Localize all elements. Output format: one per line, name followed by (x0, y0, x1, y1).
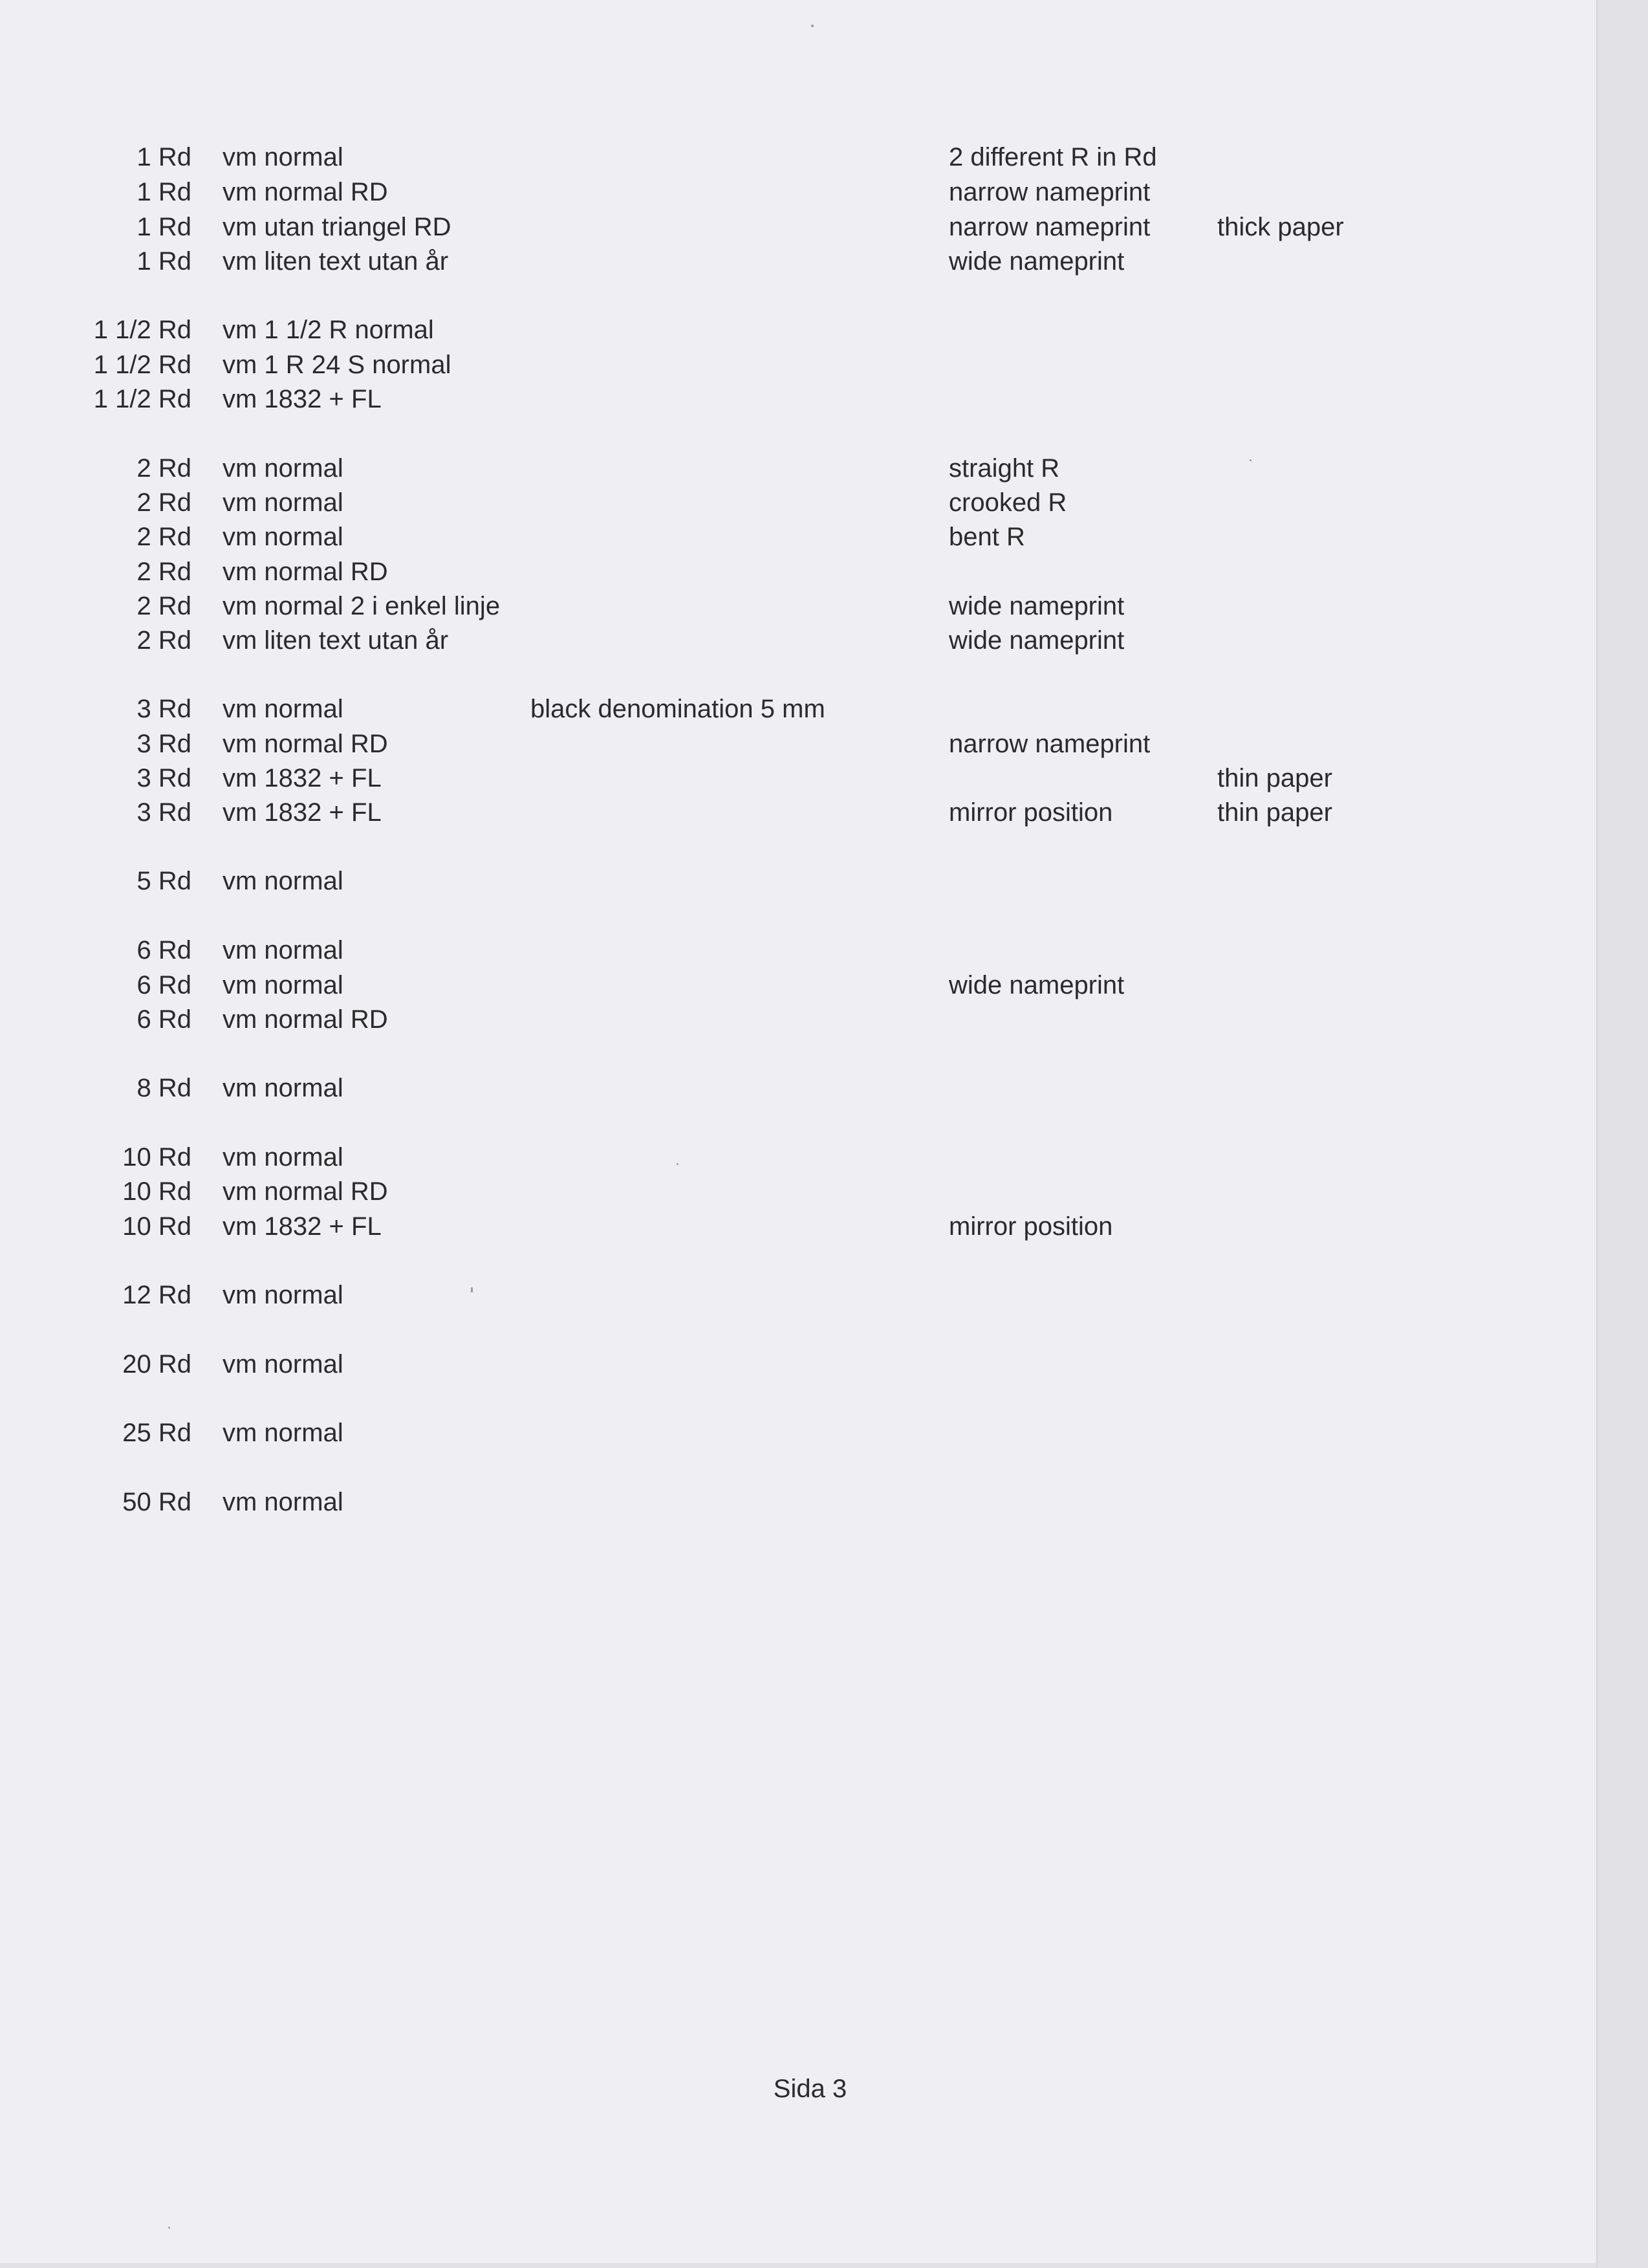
watermark: vm 1832 + FL (222, 1212, 382, 1241)
variety-note: wide nameprint (949, 626, 1125, 655)
table-row (0, 382, 1596, 417)
denomination: 2 Rd (136, 454, 191, 483)
watermark: vm normal (222, 1350, 343, 1379)
watermark: vm 1832 + FL (222, 764, 382, 792)
table-row (0, 1485, 1596, 1520)
denomination: 8 Rd (136, 1074, 191, 1102)
table-row (0, 1278, 1596, 1313)
variety-note: wide nameprint (949, 592, 1125, 620)
denomination: 12 Rd (122, 1281, 191, 1309)
table-row (0, 1347, 1596, 1382)
watermark: vm normal (222, 488, 343, 517)
paper-note: thin paper (1217, 764, 1332, 792)
watermark: vm 1 1/2 R normal (222, 316, 434, 344)
scanner-edge (1596, 0, 1648, 2268)
watermark: vm normal (222, 1488, 343, 1516)
watermark: vm normal (222, 523, 343, 551)
paper-note: thin paper (1217, 798, 1332, 827)
table-row (0, 795, 1596, 830)
table-row (0, 210, 1596, 245)
table-row (0, 451, 1596, 486)
denomination: 3 Rd (136, 695, 191, 723)
table-row (0, 1071, 1596, 1106)
table-row (0, 1209, 1596, 1244)
variety-note: wide nameprint (949, 247, 1125, 276)
denomination: 6 Rd (136, 936, 191, 965)
table-row (0, 175, 1596, 210)
table-row (0, 864, 1596, 899)
denomination: 10 Rd (122, 1143, 191, 1172)
denomination: 1 Rd (136, 213, 191, 241)
table-row (0, 692, 1596, 726)
variety-note: narrow nameprint (949, 178, 1151, 206)
watermark: vm normal (222, 1143, 343, 1172)
watermark: vm normal (222, 1281, 343, 1309)
variety-note: narrow nameprint (949, 730, 1151, 758)
table-row (0, 312, 1596, 347)
page-number: Sida 3 (773, 2075, 847, 2103)
dust-speck (168, 2227, 170, 2229)
detail: black denomination 5 mm (530, 695, 825, 723)
variety-note: wide nameprint (949, 971, 1125, 999)
table-row (0, 485, 1596, 520)
table-row (0, 244, 1596, 279)
denomination: 25 Rd (122, 1419, 191, 1447)
table-row (0, 761, 1596, 796)
variety-note: 2 different R in Rd (949, 143, 1157, 171)
denomination: 2 Rd (136, 523, 191, 551)
denomination: 1 1/2 Rd (93, 351, 191, 379)
watermark: vm normal RD (222, 1177, 388, 1206)
watermark: vm utan triangel RD (222, 213, 451, 241)
denomination: 10 Rd (122, 1177, 191, 1206)
denomination: 5 Rd (136, 867, 191, 895)
variety-note: mirror position (949, 798, 1113, 827)
variety-note: bent R (949, 523, 1025, 551)
dust-speck (811, 25, 814, 27)
watermark: vm 1832 + FL (222, 798, 382, 827)
denomination: 6 Rd (136, 1005, 191, 1034)
table-row (0, 1174, 1596, 1209)
denomination: 1 1/2 Rd (93, 316, 191, 344)
variety-note: mirror position (949, 1212, 1113, 1241)
watermark: vm normal (222, 454, 343, 483)
variety-note: crooked R (949, 488, 1067, 517)
denomination: 10 Rd (122, 1212, 191, 1241)
table-row (0, 1415, 1596, 1450)
table-row (0, 519, 1596, 554)
denomination: 2 Rd (136, 592, 191, 620)
variety-note: straight R (949, 454, 1060, 483)
table-row (0, 1140, 1596, 1175)
denomination: 20 Rd (122, 1350, 191, 1379)
watermark: vm normal RD (222, 1005, 388, 1034)
table-row (0, 589, 1596, 624)
watermark: vm 1832 + FL (222, 385, 382, 413)
watermark: vm liten text utan år (222, 247, 449, 276)
watermark: vm normal (222, 1419, 343, 1447)
denomination: 2 Rd (136, 626, 191, 655)
paper-note: thick paper (1217, 213, 1344, 241)
watermark: vm normal RD (222, 558, 388, 586)
denomination: 50 Rd (122, 1488, 191, 1516)
watermark: vm normal RD (222, 178, 388, 206)
watermark: vm normal (222, 1074, 343, 1102)
table-row (0, 933, 1596, 968)
denomination: 1 Rd (136, 143, 191, 171)
table-row (0, 968, 1596, 1003)
watermark: vm normal (222, 695, 343, 723)
denomination: 1 Rd (136, 247, 191, 276)
watermark: vm liten text utan år (222, 626, 449, 655)
denomination: 3 Rd (136, 730, 191, 758)
table-row (0, 140, 1596, 175)
table-row (0, 726, 1596, 761)
denomination: 6 Rd (136, 971, 191, 999)
denomination: 2 Rd (136, 558, 191, 586)
denomination: 3 Rd (136, 798, 191, 827)
denomination: 3 Rd (136, 764, 191, 792)
variety-note: narrow nameprint (949, 213, 1151, 241)
table-row (0, 554, 1596, 589)
table-row (0, 347, 1596, 382)
denomination: 2 Rd (136, 488, 191, 517)
watermark: vm normal (222, 143, 343, 171)
watermark: vm 1 R 24 S normal (222, 351, 451, 379)
table-row (0, 1002, 1596, 1037)
watermark: vm normal (222, 971, 343, 999)
denomination: 1 1/2 Rd (93, 385, 191, 413)
scanner-bottom-edge (0, 2263, 1596, 2268)
watermark: vm normal (222, 936, 343, 965)
watermark: vm normal RD (222, 730, 388, 758)
denomination: 1 Rd (136, 178, 191, 206)
watermark: vm normal 2 i enkel linje (222, 592, 501, 620)
table-row (0, 623, 1596, 658)
watermark: vm normal (222, 867, 343, 895)
